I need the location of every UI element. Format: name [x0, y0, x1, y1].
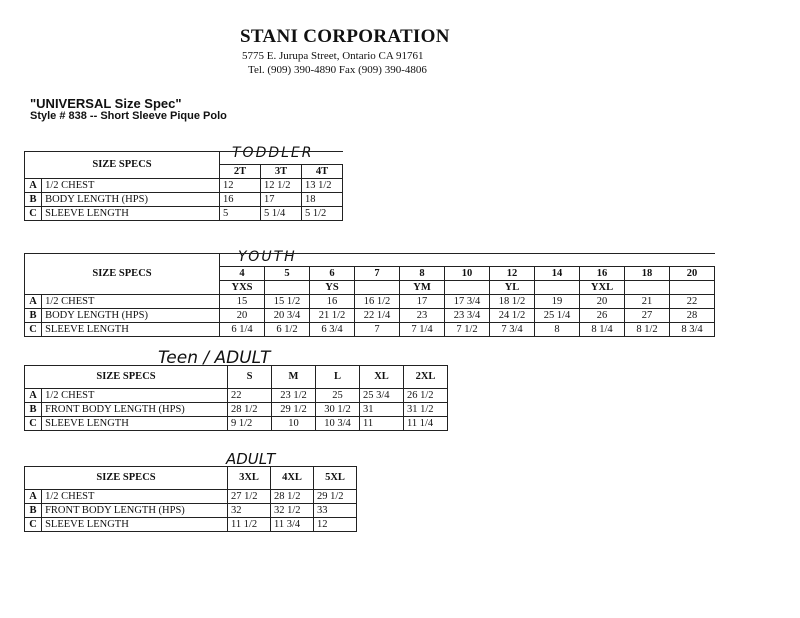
measurement-value: 8 1/4	[580, 323, 625, 337]
size-header-cell: M	[272, 366, 316, 389]
measurement-value: 10	[272, 417, 316, 431]
measurement-value: 6 1/4	[220, 323, 265, 337]
size-header-cell: 12	[490, 267, 535, 281]
size-header-cell: 2T	[220, 165, 261, 179]
measurement-value: 26	[580, 309, 625, 323]
size-header-cell: 2XL	[404, 366, 448, 389]
row-letter: C	[25, 417, 42, 431]
row-letter: C	[25, 518, 42, 532]
size-code-cell	[355, 281, 400, 295]
size-code-cell: YXL	[580, 281, 625, 295]
measurement-label: 1/2 CHEST	[42, 179, 220, 193]
size-code-cell	[625, 281, 670, 295]
measurement-value: 8 1/2	[625, 323, 670, 337]
adult-handwritten-label: ADULT	[226, 450, 276, 468]
company-name: STANI CORPORATION	[240, 26, 450, 47]
table-row	[25, 403, 448, 417]
row-letter: B	[25, 309, 42, 323]
measurement-value: 17	[261, 193, 302, 207]
teen-adult-size-table	[24, 365, 448, 431]
youth-size-table	[24, 253, 715, 337]
measurement-value: 31	[360, 403, 404, 417]
size-header-cell: 4T	[302, 165, 343, 179]
size-code-cell	[445, 281, 490, 295]
measurement-value: 16	[220, 193, 261, 207]
row-letter: C	[25, 207, 42, 221]
youth-handwritten-label: YOUTH	[238, 249, 297, 265]
row-letter: B	[25, 504, 42, 518]
measurement-value: 8	[535, 323, 580, 337]
size-code-cell	[670, 281, 715, 295]
measurement-value: 11 1/2	[228, 518, 271, 532]
company-contact: Tel. (909) 390-4890 Fax (909) 390-4806	[248, 64, 427, 76]
measurement-value: 7 1/2	[445, 323, 490, 337]
measurement-value: 33	[314, 504, 357, 518]
measurement-value: 23	[400, 309, 445, 323]
row-letter: A	[25, 295, 42, 309]
measurement-value: 5	[220, 207, 261, 221]
measurement-value: 26 1/2	[404, 389, 448, 403]
size-header-cell: 16	[580, 267, 625, 281]
measurement-label: 1/2 CHEST	[42, 490, 228, 504]
measurement-value: 6 3/4	[310, 323, 355, 337]
size-header-cell: 3T	[261, 165, 302, 179]
size-row	[25, 366, 448, 389]
table-row	[25, 518, 357, 532]
size-header-cell: 8	[400, 267, 445, 281]
measurement-value: 6 1/2	[265, 323, 310, 337]
measurement-value: 20	[220, 309, 265, 323]
size-header-cell: 5	[265, 267, 310, 281]
teen-adult-handwritten-label: Teen / ADULT	[158, 348, 271, 368]
measurement-value: 31 1/2	[404, 403, 448, 417]
size-specs-header: SIZE SPECS	[25, 467, 228, 490]
measurement-value: 18 1/2	[490, 295, 535, 309]
table-row	[25, 389, 448, 403]
measurement-value: 18	[302, 193, 343, 207]
measurement-value: 16 1/2	[355, 295, 400, 309]
row-letter: A	[25, 179, 42, 193]
size-header-cell: 18	[625, 267, 670, 281]
table-row	[25, 323, 715, 337]
table-row	[25, 490, 357, 504]
measurement-value: 32	[228, 504, 271, 518]
size-header-cell: S	[228, 366, 272, 389]
measurement-label: BODY LENGTH (HPS)	[42, 309, 220, 323]
measurement-value: 7 1/4	[400, 323, 445, 337]
size-code-cell: YM	[400, 281, 445, 295]
toddler-size-table	[24, 151, 343, 221]
measurement-value: 27 1/2	[228, 490, 271, 504]
measurement-value: 12	[314, 518, 357, 532]
measurement-value: 22 1/4	[355, 309, 400, 323]
measurement-value: 32 1/2	[271, 504, 314, 518]
measurement-value: 16	[310, 295, 355, 309]
size-specs-header: SIZE SPECS	[25, 152, 220, 179]
measurement-value: 25	[316, 389, 360, 403]
measurement-value: 23 3/4	[445, 309, 490, 323]
table-row	[25, 179, 343, 193]
size-code-cell	[265, 281, 310, 295]
size-header-cell: L	[316, 366, 360, 389]
measurement-value: 11 3/4	[271, 518, 314, 532]
measurement-value: 25 1/4	[535, 309, 580, 323]
measurement-value: 19	[535, 295, 580, 309]
size-header-cell: 20	[670, 267, 715, 281]
toddler-handwritten-label: TODDLER	[232, 145, 314, 161]
measurement-value: 28	[670, 309, 715, 323]
measurement-value: 5 1/2	[302, 207, 343, 221]
style-line: Style # 838 -- Short Sleeve Pique Polo	[30, 110, 227, 122]
size-specs-header: SIZE SPECS	[25, 366, 228, 389]
measurement-value: 11 1/4	[404, 417, 448, 431]
size-header-cell: 14	[535, 267, 580, 281]
measurement-value: 20 3/4	[265, 309, 310, 323]
size-row	[25, 467, 357, 490]
measurement-label: SLEEVE LENGTH	[42, 417, 228, 431]
size-header-cell: 5XL	[314, 467, 357, 490]
measurement-value: 23 1/2	[272, 389, 316, 403]
measurement-value: 29 1/2	[314, 490, 357, 504]
table-row	[25, 309, 715, 323]
table-row	[25, 295, 715, 309]
measurement-value: 11	[360, 417, 404, 431]
measurement-label: FRONT BODY LENGTH (HPS)	[42, 504, 228, 518]
measurement-value: 17	[400, 295, 445, 309]
table-row	[25, 193, 343, 207]
size-header-cell: 4	[220, 267, 265, 281]
measurement-value: 15	[220, 295, 265, 309]
measurement-value: 28 1/2	[228, 403, 272, 417]
size-code-cell: YXS	[220, 281, 265, 295]
size-code-cell: YL	[490, 281, 535, 295]
measurement-value: 28 1/2	[271, 490, 314, 504]
measurement-value: 13 1/2	[302, 179, 343, 193]
row-letter: A	[25, 490, 42, 504]
row-letter: B	[25, 403, 42, 417]
measurement-value: 5 1/4	[261, 207, 302, 221]
size-header-cell: 6	[310, 267, 355, 281]
measurement-value: 25 3/4	[360, 389, 404, 403]
spec-title: "UNIVERSAL Size Spec"	[30, 96, 182, 111]
size-code-cell	[535, 281, 580, 295]
row-letter: B	[25, 193, 42, 207]
measurement-label: SLEEVE LENGTH	[42, 518, 228, 532]
size-header-cell: 4XL	[271, 467, 314, 490]
measurement-label: 1/2 CHEST	[42, 389, 228, 403]
size-header-cell: XL	[360, 366, 404, 389]
measurement-value: 20	[580, 295, 625, 309]
youth-group-spacer	[220, 254, 715, 267]
measurement-value: 12	[220, 179, 261, 193]
measurement-value: 21 1/2	[310, 309, 355, 323]
measurement-value: 9 1/2	[228, 417, 272, 431]
adult-size-table	[24, 466, 357, 532]
table-header-row	[25, 152, 343, 165]
toddler-group-spacer	[220, 152, 343, 165]
measurement-value: 27	[625, 309, 670, 323]
table-row	[25, 207, 343, 221]
row-letter: C	[25, 323, 42, 337]
measurement-value: 15 1/2	[265, 295, 310, 309]
measurement-value: 30 1/2	[316, 403, 360, 417]
row-letter: A	[25, 389, 42, 403]
size-header-cell: 3XL	[228, 467, 271, 490]
measurement-value: 12 1/2	[261, 179, 302, 193]
measurement-value: 17 3/4	[445, 295, 490, 309]
measurement-value: 10 3/4	[316, 417, 360, 431]
size-header-cell: 7	[355, 267, 400, 281]
table-row	[25, 504, 357, 518]
measurement-label: SLEEVE LENGTH	[42, 207, 220, 221]
table-header-row	[25, 254, 715, 267]
size-specs-header: SIZE SPECS	[25, 254, 220, 295]
measurement-value: 22	[228, 389, 272, 403]
measurement-label: BODY LENGTH (HPS)	[42, 193, 220, 207]
table-row	[25, 417, 448, 431]
measurement-value: 7	[355, 323, 400, 337]
measurement-value: 8 3/4	[670, 323, 715, 337]
measurement-label: 1/2 CHEST	[42, 295, 220, 309]
measurement-value: 7 3/4	[490, 323, 535, 337]
size-header-cell: 10	[445, 267, 490, 281]
measurement-value: 29 1/2	[272, 403, 316, 417]
size-code-cell: YS	[310, 281, 355, 295]
measurement-label: FRONT BODY LENGTH (HPS)	[42, 403, 228, 417]
measurement-value: 22	[670, 295, 715, 309]
measurement-value: 24 1/2	[490, 309, 535, 323]
company-address: 5775 E. Jurupa Street, Ontario CA 91761	[242, 50, 424, 62]
measurement-label: SLEEVE LENGTH	[42, 323, 220, 337]
measurement-value: 21	[625, 295, 670, 309]
